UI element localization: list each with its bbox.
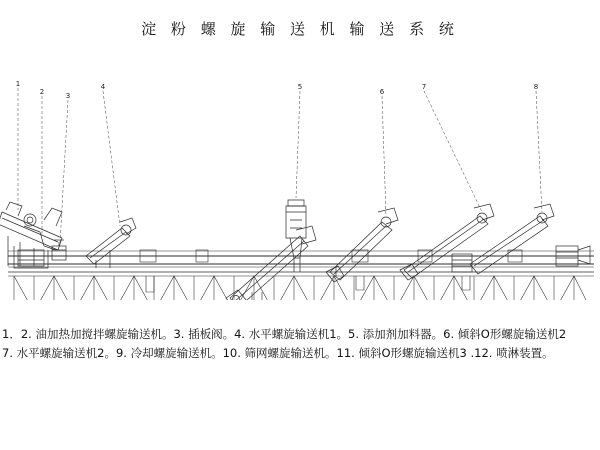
legend-line-1: 1．2. 油加热加搅拌螺旋输送机。3. 插板阀。4. 水平螺旋输送机1。5. 添加剂加料器。6. 倾斜O形螺旋输送机2 [2, 327, 567, 341]
callout-3: 3 [65, 92, 71, 100]
legend-line-2: 7. 水平螺旋输送机2。9. 冷却螺旋输送机。10. 筛网螺旋输送机。11. 倾斜O形螺旋输送机3 .12. 喷淋装置。 [2, 346, 554, 360]
callout-2: 2 [39, 88, 45, 96]
legend-block [0, 325, 600, 363]
callout-4: 4 [100, 83, 106, 91]
callout-8: 8 [533, 83, 539, 91]
callout-1: 1 [15, 80, 21, 88]
callout-5: 5 [297, 83, 303, 91]
callout-6: 6 [379, 88, 385, 96]
page-title: 淀 粉 螺 旋 输 送 机 输 送 系 统 [141, 20, 459, 38]
callout-7: 7 [421, 83, 427, 91]
system-schematic [0, 60, 600, 300]
